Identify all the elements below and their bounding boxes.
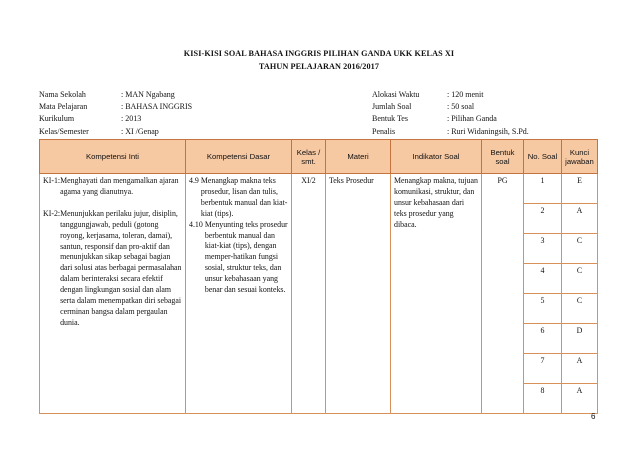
kunci-cell: C — [562, 294, 598, 324]
meta-label: Penalis — [372, 126, 396, 136]
kd-code: 4.9 — [189, 176, 199, 185]
meta-row — [372, 113, 529, 125]
no-soal-cell: 2 — [524, 204, 562, 234]
document-title: KISI-KISI SOAL BAHASA INGGRIS PILIHAN GANDA UKK KELAS XI — [183, 49, 455, 58]
kd-code: 4.10 — [189, 219, 203, 229]
no-soal-cell: 4 — [524, 264, 562, 294]
meta-value: : Pilihan Ganda — [447, 114, 497, 124]
meta-label: Nama Sekolah — [39, 90, 86, 99]
meta-value: : BAHASA INGGRIS — [121, 102, 193, 112]
kunci-cell: C — [562, 264, 598, 294]
table-header-row — [40, 140, 598, 174]
ki-text: Menunjukkan perilaku jujur, disiplin, tanggungjawab, peduli (gotong royong, kerjasama, toleran, damai), santun, responsif dan pro-aktif dan menunjukkan sikap sebagai bagian dari solusi atas berbagai permasalahan dalam berinteraksi secara efektif dengan lingkungan sosial dan alam serta dalam menempatkan diri sebagai cerminan bangsa dalam pergaulan dunia. — [60, 208, 182, 327]
meta-label: Kurikulum — [39, 114, 75, 124]
no-soal-cell: 3 — [524, 234, 562, 264]
bentuk-soal-cell: PG — [482, 174, 524, 414]
ki-text: Menghayati dan mengamalkan ajaran agama yang dianutnya. — [60, 176, 179, 196]
no-soal-cell: 5 — [524, 294, 562, 324]
indikator-cell: Menangkap makna, tujuan komunikasi, struktur, dan unsur kebahasaan dari teks prosedur yang dibaca. — [391, 174, 482, 414]
kunci-cell: C — [562, 234, 598, 264]
meta-label: Kelas/Semester — [39, 126, 89, 136]
kunci-cell: D — [562, 324, 598, 354]
ki-code: KI-2: — [43, 208, 61, 218]
kd-cell — [186, 174, 292, 414]
header-materi: Materi — [326, 140, 391, 174]
ki-item — [43, 176, 182, 198]
meta-row — [372, 89, 529, 101]
kunci-cell: A — [562, 204, 598, 234]
meta-label: Alokasi Waktu — [372, 90, 420, 99]
kunci-cell: E — [562, 174, 598, 204]
no-soal-cell: 6 — [524, 324, 562, 354]
kd-text: Menyunting teks prosedur berbentuk manual dan kiat-kiat (tips), dengan memper-hatikan fungsi sosial, struktur teks, dan unsur kebahasaan yang benar dan sesuai konteks. — [204, 219, 288, 295]
meta-value: : 50 soal — [447, 102, 475, 112]
meta-label: Jumlah Soal — [372, 102, 412, 112]
no-soal-cell: 1 — [524, 174, 562, 204]
kd-item — [189, 220, 288, 296]
ki-item — [43, 209, 182, 329]
header-kompetensi-dasar: Kompetensi Dasar — [186, 140, 292, 174]
meta-row — [39, 89, 192, 101]
meta-value: : MAN Ngabang — [121, 90, 175, 99]
meta-value: : Ruri Widaningsih, S.Pd. — [447, 126, 529, 136]
document-subtitle: TAHUN PELAJARAN 2016/2017 — [258, 62, 380, 71]
table-row — [40, 174, 598, 204]
meta-value: : 120 menit — [447, 90, 484, 99]
header-indikator-soal: Indikator Soal — [391, 140, 482, 174]
header-no-soal: No. Soal — [524, 140, 562, 174]
header-kunci-jawaban: Kunci jawaban — [562, 140, 598, 174]
meta-label: Mata Pelajaran — [39, 102, 88, 112]
meta-row — [39, 101, 192, 113]
header-kelas: Kelas / smt. — [292, 140, 326, 174]
meta-row — [372, 126, 529, 138]
kelas-cell: XI/2 — [292, 174, 326, 414]
meta-value: : XI /Genap — [121, 126, 159, 136]
ki-cell — [40, 174, 186, 414]
meta-row — [39, 113, 192, 125]
meta-info-right — [372, 89, 529, 138]
materi-cell: Teks Prosedur — [326, 174, 391, 414]
page-number: 6 — [591, 412, 596, 421]
no-soal-cell: 7 — [524, 354, 562, 384]
header-bentuk-soal: Bentuk soal — [482, 140, 524, 174]
meta-row — [39, 126, 192, 138]
kunci-cell: A — [562, 384, 598, 414]
meta-value: : 2013 — [121, 114, 142, 124]
kd-item — [189, 176, 288, 220]
kd-text: Menangkap makna teks prosedur, lisan dan tulis, berbentuk manual dan kiat-kiat (tips). — [200, 176, 288, 218]
meta-row — [372, 101, 529, 113]
meta-info-left — [39, 89, 192, 138]
ki-code: KI-1: — [43, 176, 61, 185]
kunci-cell: A — [562, 354, 598, 384]
meta-label: Bentuk Tes — [372, 114, 408, 124]
no-soal-cell: 8 — [524, 384, 562, 414]
header-kompetensi-inti: Kompetensi Inti — [40, 140, 186, 174]
kisi-kisi-table — [39, 139, 598, 414]
